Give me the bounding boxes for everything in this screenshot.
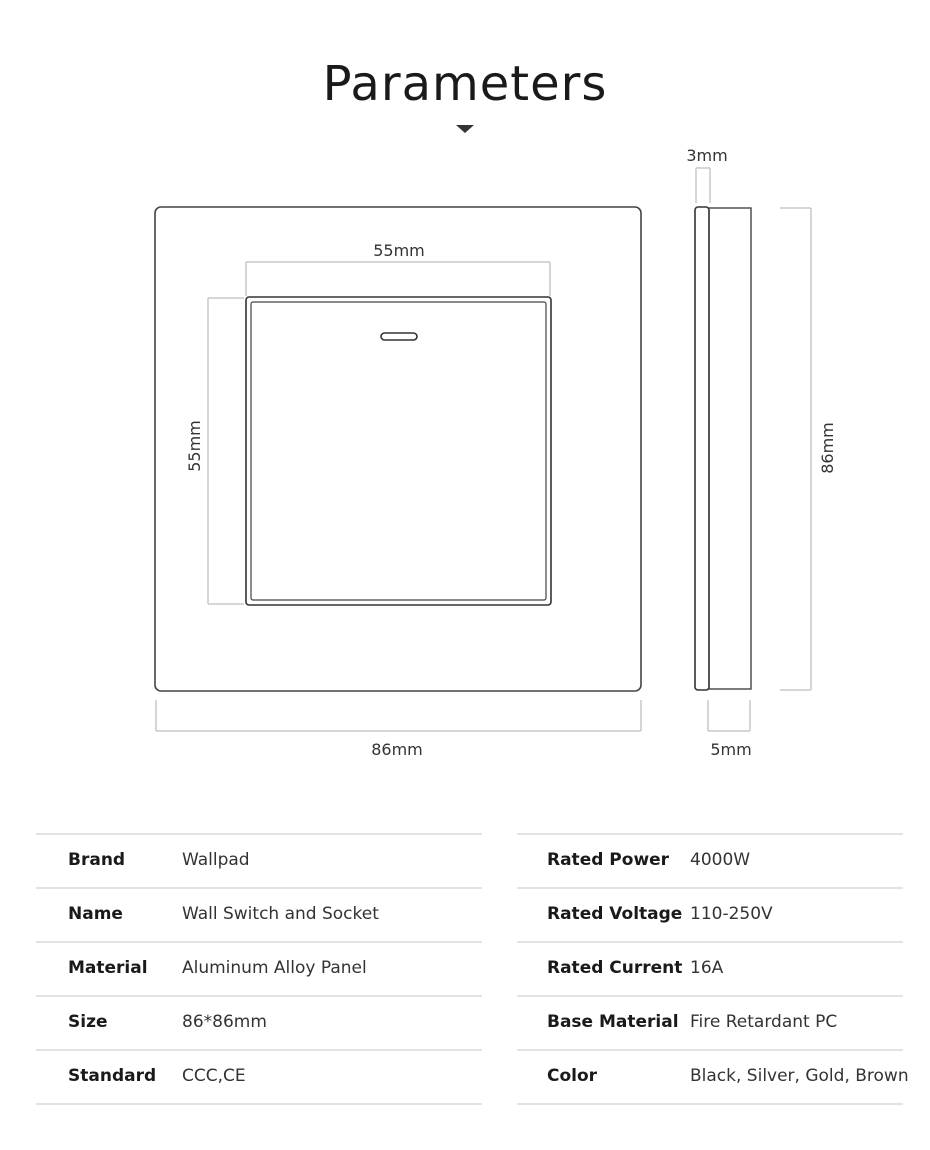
- spec-value: 110-250V: [690, 904, 773, 924]
- spec-value: Wall Switch and Socket: [182, 904, 379, 924]
- spec-label: Base Material: [547, 1012, 679, 1032]
- inner-height-label: 55mm: [185, 420, 204, 472]
- spec-row: [36, 887, 482, 941]
- spec-value: 16A: [690, 958, 724, 978]
- side-view-front-plate: [695, 207, 709, 690]
- spec-label: Color: [547, 1066, 598, 1086]
- spec-value: 4000W: [690, 850, 751, 870]
- spec-value: Black, Silver, Gold, Brown: [690, 1066, 909, 1086]
- inner-width-label: 55mm: [373, 241, 425, 260]
- inner-width-dimension: [246, 262, 550, 296]
- spec-row: [36, 1049, 482, 1105]
- spec-row: [36, 833, 482, 887]
- spec-row: [517, 995, 903, 1049]
- front-thickness-dimension: [696, 168, 710, 203]
- spec-label: Name: [68, 904, 123, 924]
- switch-key-outer: [246, 297, 551, 605]
- specs-table-right: [517, 833, 909, 1105]
- spec-row: [36, 995, 482, 1049]
- front-plate-outline: [155, 207, 641, 691]
- spec-label: Standard: [68, 1066, 157, 1086]
- side-view-base: [709, 208, 751, 689]
- spec-value: 86*86mm: [182, 1012, 267, 1032]
- spec-label: Size: [68, 1012, 108, 1032]
- spec-label: Rated Current: [547, 958, 683, 978]
- spec-row: [517, 1049, 909, 1105]
- outer-height-dimension: [780, 208, 811, 690]
- base-thickness-label: 5mm: [710, 740, 752, 759]
- spec-value: CCC,CE: [182, 1066, 246, 1086]
- outer-width-label: 86mm: [371, 740, 423, 759]
- spec-label: Brand: [68, 850, 126, 870]
- page-title: Parameters: [322, 56, 608, 112]
- spec-row: [517, 941, 903, 995]
- spec-value: Fire Retardant PC: [690, 1012, 838, 1032]
- outer-width-dimension: [156, 700, 641, 731]
- spec-value: Wallpad: [182, 850, 250, 870]
- spec-row: [517, 887, 903, 941]
- base-thickness-dimension: [708, 700, 750, 731]
- outer-height-label: 86mm: [818, 422, 837, 474]
- switch-key-inner: [251, 302, 546, 600]
- indicator-light: [381, 333, 417, 340]
- spec-label: Rated Voltage: [547, 904, 683, 924]
- inner-height-dimension: [208, 298, 244, 604]
- spec-row: [517, 833, 903, 887]
- spec-label: Material: [68, 958, 148, 978]
- spec-row: [36, 941, 482, 995]
- spec-value: Aluminum Alloy Panel: [182, 958, 367, 978]
- front-thickness-label: 3mm: [686, 146, 728, 165]
- specs-table-left: [36, 833, 482, 1105]
- spec-label: Rated Power: [547, 850, 670, 870]
